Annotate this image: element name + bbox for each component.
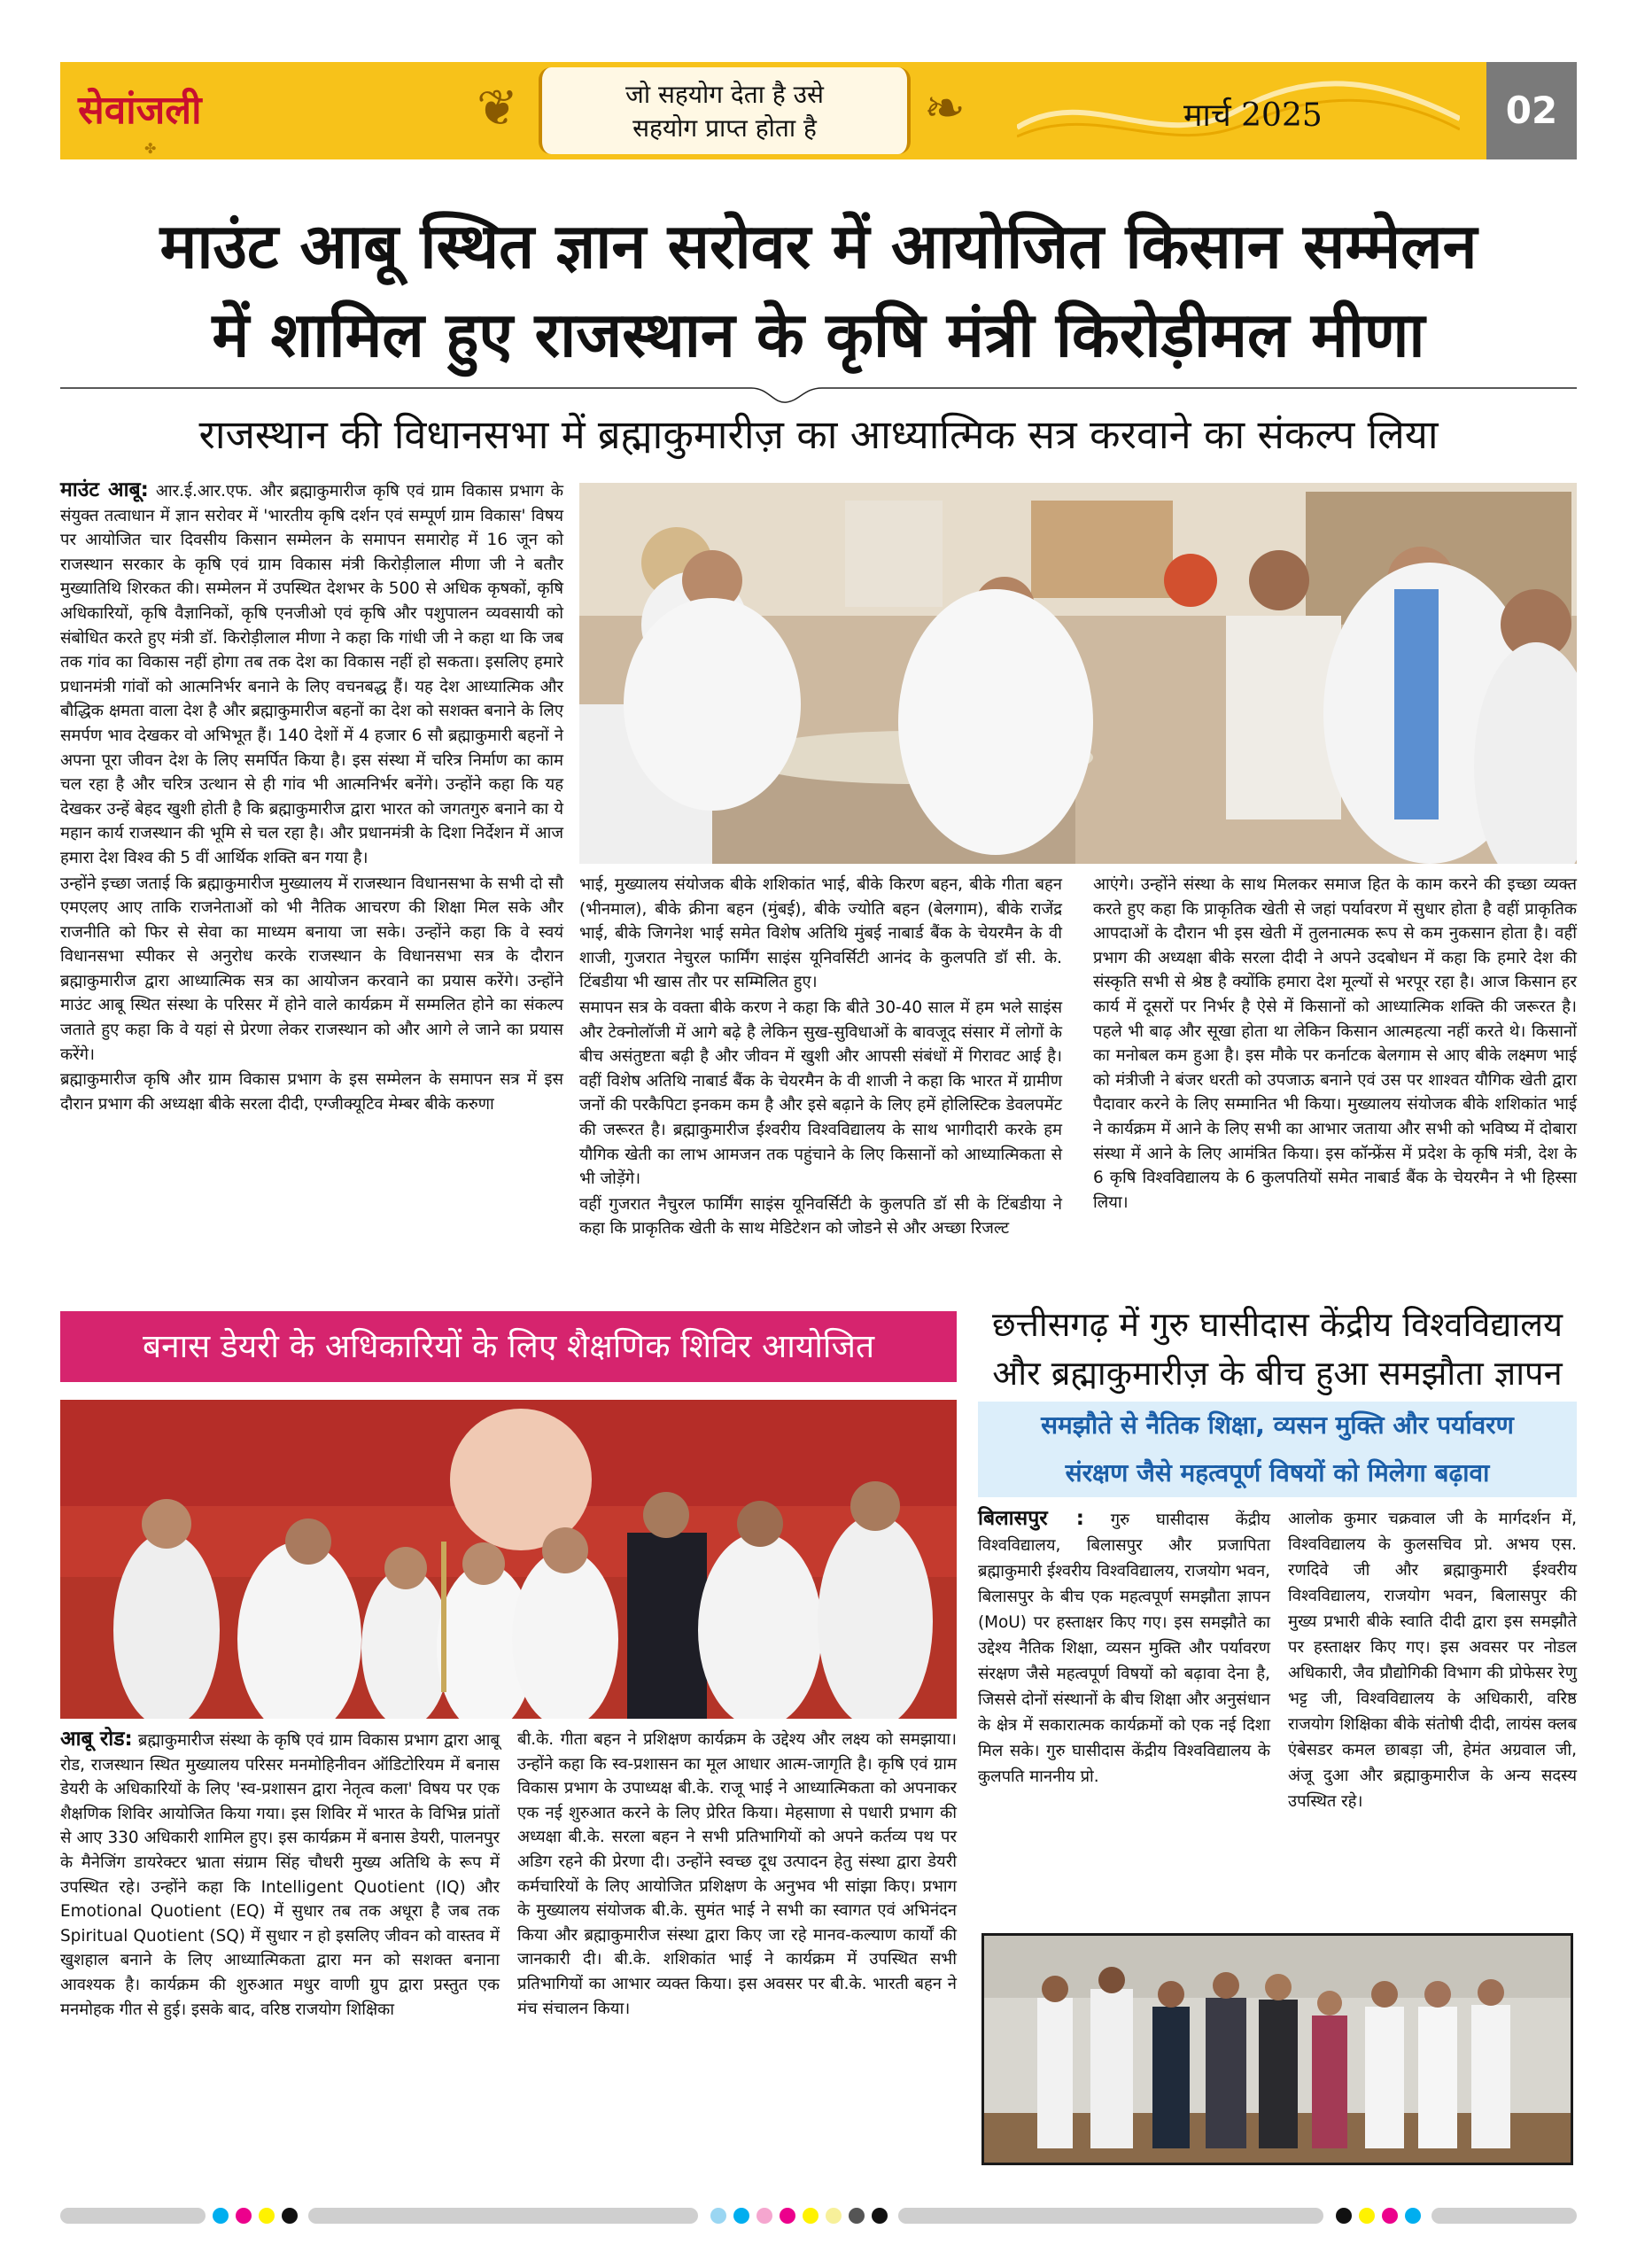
cyan-dot-icon [733,2208,749,2224]
gray-dot-icon [849,2208,865,2224]
swirl-right-icon: ❧ [924,80,966,137]
publication-title: सेवांजली [78,88,202,133]
yellow-registration-dot-icon [1359,2208,1375,2224]
swirl-left-icon: ❦ [477,80,518,137]
paragraph: आएंगे। उन्होंने संस्था के साथ मिलकर समाज हित के काम करने की इच्छा व्यक्त करते हुए कहा कि प्राकृतिक खेती से जहां पर्यावरण में सुधार होता है वहीं प्राकृतिक आपदाओं के दौरान भी इस खेती में तुलनात्मक रूप से कम नुकसान होता है। वहीं प्रभाग की अध्यक्षा बीके सरला दीदी ने अपने उदबोधन में कहा कि हमारे देश की संस्कृति सभी से श्रेष्ठ है क्योंकि हमारा देश मूल्यों से भरपूर रहा है। आज किसान हर कार्य में दूसरों पर निर्भर है ऐसे में किसानों को आध्यात्मिक शक्ति की जरूरत है। पहले भी बाढ़ और सूखा होता था लेकिन किसान आत्महत्या नहीं करते थे। किसानों का मनोबल कम हुआ है। इस मौके पर कर्नाटक बेलगाम से आए बीके लक्ष्मण भाई को मंत्रीजी ने बंजर धरती को उपजाऊ बनाने एवं उस पर शाश्वत यौगिक खेती द्वारा पैदावार करने के लिए सम्मानित भी किया। मुख्यालय संयोजक बीके शशिकांत भाई ने कार्यक्रम में आने के लिए सभी का आभार जताया और सभी को भविष्य में दोबारा संस्था में आने के लिए आमंत्रित किया। इस कॉन्फ्रेंस में प्रदेश के कृषि मंत्री, देश के 6 कृषि विश्वविद्यालय के 6 कुलपतियों समेत नाबार्ड बैंक के चेयरमैन ने भी हिस्सा लिया। [1093,875,1577,1212]
paragraph: भाई, मुख्यालय संयोजक बीके शशिकांत भाई, बीके किरण बहन, बीके गीता बहन (भीनमाल), बीके क्रीना बहन (मुंबई), बीके ज्योति बहन (बेलगाम), बीके राजेंद्र भाई, बीके जिगनेश भाई समेत विशेष अतिथि मुंबई नाबार्ड बैंक के चेयरमैन के वी शाजी, गुजरात नेचुरल फार्मिंग साइंस यूनिवर्सिटी आनंद के कुलपति डॉ सी. के. टिंबडीया भी खास तौर पर सम्मिलित हुए। [579,875,1062,992]
footer-bar [308,2208,698,2224]
main-article-col2 [579,873,1062,1242]
cg-article-headline [978,1301,1577,1398]
black-registration-dot-icon [1336,2208,1352,2224]
yellow-registration-dot-icon [259,2208,275,2224]
dateline: बिलासपुर : [978,1507,1084,1530]
light-magenta-dot-icon [756,2208,772,2224]
banas-article-col2 [517,1728,957,2022]
cg-sub-line1: समझौते से नैतिक शिक्षा, व्यसन मुक्ति और पर्यावरण [1041,1410,1514,1440]
dateline: माउंट आबू: [60,478,149,501]
paragraph: ब्रह्माकुमारीज संस्था के कृषि एवं ग्राम विकास प्रभाग द्वारा आबू रोड, राजस्थान स्थित मुख्यालय परिसर मनमोहिनीवन ऑडिटोरियम में बनास डेयरी के अधिकारियों के लिए 'स्व-प्रशासन द्वारा नेतृत्व कला' विषय पर एक शैक्षणिक शिविर आयोजित किया गया। इस शिविर में भारत के विभिन्न प्रांतों से आए 330 अधिकारी शामिल हुए। इस कार्यक्रम में बनास डेयरी, पालनपुर के मैनेजिंग डायरेक्टर भ्राता संग्राम सिंह चौधरी मुख्य अतिथि के रूप में उपस्थित रहे। उन्होंने कहा कि Intelligent Quotient (IQ) और Emotional Quotient (EQ) में सुधार तब तक अधूरा है जब तक Spiritual Quotient (SQ) में सुधार न हो इसलिए जीवन को वास्तव में खुशहाल बनाने के लिए आध्यात्मिकता द्वारा मन को सशक्त बनाना आवश्यक है। कार्यक्रम की शुरुआत मधुर वाणी ग्रुप द्वारा प्रस्तुत एक मनमोहक गीत से हुई। इसके बाद, वरिष्ठ राजयोग शिक्षिका [60,1731,500,2019]
banas-article-photo [60,1400,957,1719]
banas-article-banner: बनास डेयरी के अधिकारियों के लिए शैक्षणिक शिविर आयोजित [60,1311,957,1382]
cg-article-col1 [978,1506,1270,1790]
footer-bar [898,2208,1323,2224]
tagline-box [539,67,911,154]
masthead-band [60,62,1577,159]
footer-bar [1431,2208,1577,2224]
cg-headline-line2: और ब्रह्माकुमारीज़ के बीच हुआ समझौता ज्ञापन [992,1354,1563,1393]
footer-bar [60,2208,206,2224]
yellow-dot-icon [803,2208,818,2224]
paragraph: वहीं गुजरात नैचुरल फार्मिंग साइंस यूनिवर्सिटी के कुलपति डॉ सी के टिंबडीया ने कहा कि प्राकृतिक खेती के साथ मेडिटेशन को जोडने से और अच्छा रिजल्ट [579,1194,1062,1239]
paragraph: ब्रह्माकुमारीज कृषि और ग्राम विकास प्रभाग के इस सम्मेलन के समापन सत्र में इस दौरान प्रभाग की अध्यक्षा बीके सरला दीदी, एग्जीक्यूटिव मेम्बर बीके करुणा [60,1070,563,1114]
cyan-registration-dot-icon [213,2208,229,2224]
cg-article-col2 [1288,1506,1577,1815]
headline-line1: माउंट आबू स्थित ज्ञान सरोवर में आयोजित किसान सम्मेलन [159,210,1478,283]
paragraph: आर.ई.आर.एफ. और ब्रह्माकुमारीज कृषि एवं ग्राम विकास प्रभाग के संयुक्त तत्वाधान में ज्ञान सरोवर में 'भारतीय कृषि दर्शन एवं सम्पूर्ण ग्राम विकास' विषय पर आयोजित चार दिवसीय किसान सम्मेलन के समापन समारोह में 16 जून को राजस्थान सरकार के कृषि एवं ग्राम विकास मंत्री किरोड़ीलाल मीणा जी ने बतौर मुख्यातिथि शिरकत की। सम्मेलन में उपस्थित देशभर के 500 से अधिक कृषकों, कृषि अधिकारियों, कृषि वैज्ञानिकों, कृषि एनजीओ एवं कृषि और पशुपालन व्यवसायी को संबोधित करते हुए मंत्री डॉ. किरोड़ीलाल मीणा ने कहा कि गांधी जी ने कहा था कि जब तक गांव का विकास नहीं होगा तब तक देश का विकास नहीं हो सकता। इसलिए हमारे प्रधानमंत्री गांवों को आत्मनिर्भर बनाने के लिए वचनबद्ध हैं। यह देश आध्यात्मिक और बौद्धिक क्षमता वाला देश है और ब्रह्माकुमारीज बहनों का देश को सशक्त बनाने के लिए समर्पण भाव देखकर वो अभिभूत हैं। 140 देशों में 4 हजार 6 सौ ब्रह्माकुमारी बहनों ने अपना पूरा जीवन देश के लिए समर्पित किया है। इस संस्था में चरित्र निर्माण का काम चल रहा है और चरित्र उत्थान से ही गांव भी आत्मनिर्भर बनेंगे। उन्होंने कहा कि यह देखकर उन्हें बेहद खुशी होती है कि ब्रह्माकुमारीज द्वारा भारत को जगतगुरु बनाने का ये महान कार्य राजस्थान की भूमि से चल रहा है। और प्रधानमंत्री के दिशा निर्देशन में आज हमारा देश विश्व की 5 वीं आर्थिक शक्ति बन गया है। [60,482,563,867]
light-cyan-dot-icon [710,2208,726,2224]
ornament-icon: ✤ [144,140,157,157]
page-number-badge: 02 [1486,62,1577,159]
main-article-col3 [1093,873,1577,1216]
black-dot-icon [872,2208,888,2224]
light-yellow-dot-icon [826,2208,842,2224]
main-article-col1 [60,478,563,1117]
magenta-registration-dot-icon [236,2208,252,2224]
black-registration-dot-icon [282,2208,298,2224]
banas-article-col1 [60,1728,500,2023]
headline-line2: में शामिल हुए राजस्थान के कृषि मंत्री किरोड़ीमल मीणा [212,299,1425,371]
tagline-line1: जो सहयोग देता है उसे [625,80,824,109]
issue-date: मार्च 2025 [1183,97,1323,134]
dateline: आबू रोड: [60,1728,133,1751]
headline-divider [60,379,1577,406]
magenta-registration-dot-icon [1382,2208,1398,2224]
tagline-line2: सहयोग प्राप्त होता है [632,113,817,143]
paragraph: गुरु घासीदास केंद्रीय विश्वविद्यालय, बिलासपुर और प्रजापिता ब्रह्माकुमारी ईश्वरीय विश्वविद्यालय, राजयोग भवन, बिलासपुर के बीच एक महत्वपूर्ण समझौता ज्ञापन (MoU) पर हस्ताक्षर किए गए। इस समझौते का उद्देश्य नैतिक शिक्षा, व्यसन मुक्ति और पर्यावरण संरक्षण जैसे महत्वपूर्ण विषयों को बढ़ावा देना है, जिससे दोनों संस्थानों के बीच शिक्षा और अनुसंधान के क्षेत्र में सकारात्मक कार्यक्रमों को एक नई दिशा मिल सके। गुरु घासीदास केंद्रीय विश्वविद्यालय के कुलपति माननीय प्रो. [978,1511,1270,1786]
paragraph: बी.के. गीता बहन ने प्रशिक्षण कार्यक्रम के उद्देश्य और लक्ष्य को समझाया। उन्होंने कहा कि स्व-प्रशासन का मूल आधार आत्म-जागृति है। कृषि एवं ग्राम विकास प्रभाग के उपाध्यक्ष बी.के. राजू भाई ने आध्यात्मिकता को अपनाकर एक नई शुरुआत करने के लिए प्रेरित किया। मेहसाणा से पधारी प्रभाग की अध्यक्षा बी.के. सरला बहन ने सभी प्रतिभागियों को अपने कर्तव्य पथ पर अडिग रहने की प्रेरणा दी। उन्होंने स्वच्छ दूध उत्पादन हेतु संस्था द्वारा डेयरी कर्मचारियों के लिए आयोजित प्रशिक्षण के अनुभव भी सांझा किए। प्रभाग के मुख्यालय संयोजक बी.के. सुमंत भाई ने सभी का स्वागत एवं अभिनंदन किया और ब्रह्माकुमारीज संस्था द्वारा किए जा रहे मानव-कल्याण कार्यों की जानकारी दी। बी.के. शशिकांत भाई ने कार्यक्रम में उपस्थित सभी प्रतिभागियों का आभार व्यक्त किया। इस अवसर पर बी.के. भारती बहन ने मंच संचालन किया। [517,1730,957,2018]
cg-article-subheadline [978,1402,1577,1497]
sub-headline: राजस्थान की विधानसभा में ब्रह्माकुमारीज़ का आध्यात्मिक सत्र करवाने का संकल्प लिया [198,411,1439,458]
paragraph: समापन सत्र के वक्ता बीके करण ने कहा कि बीते 30-40 साल में हम भले साइंस और टेक्नोलॉजी में आगे बढ़े है लेकिन सुख-सुविधाओं के बावजूद संसार में लोगों के बीच असंतुष्टता बढ़ी है और जीवन में खुशी और आपसी संबंधों में गिरावट आई है। वहीं विशेष अतिथि नाबार्ड बैंक के चेयरमैन के वी शाजी ने कहा कि भारत में ग्रामीण जनों की परकैपिटा इनकम कम है और इसे बढ़ाने के लिए हमें होलिस्टिक डेवलपमेंट की जरूरत है। ब्रह्माकुमारीज ईश्वरीय विश्वविद्यालय के साथ भागीदारी करके हम यौगिक खेती का लाभ आमजन तक पहुंचाने के लिए किसानों को आध्यात्मिकता से भी जोड़ेंगे। [579,998,1062,1189]
cyan-registration-dot-icon [1405,2208,1421,2224]
cg-sub-line2: संरक्षण जैसे महत्वपूर्ण विषयों को मिलेगा बढ़ावा [1065,1458,1490,1487]
paragraph: उन्होंने इच्छा जताई कि ब्रह्माकुमारीज मुख्यालय में राजस्थान विधानसभा के सभी दो सौ एमएलए आए ताकि राजनेताओं को भी नैतिक आचरण की शिक्षा मिल सके और राजनीति को फिर से सेवा का माध्यम बनाया जा सके। उन्होंने कहा कि वे स्वयं विधानसभा स्पीकर से अनुरोध करके राजस्थान के विधानसभा सत्र के दौरान ब्रह्माकुमारीज द्वारा आध्यात्मिक सत्र का आयोजन करवाने का प्रयास करेंगे। उन्होंने माउंट आबू स्थित संस्था के परिसर में होने वाले कार्यक्रम में सम्मलित होने का संकल्प जताते हुए कहा कि वे यहां से प्रेरणा लेकर राजस्थान को और आगे ले जाने का प्रयास करेंगे। [60,874,563,1064]
main-headline [60,202,1577,379]
main-article-photo [579,483,1577,864]
magenta-dot-icon [780,2208,795,2224]
paragraph: आलोक कुमार चक्रवाल जी के मार्गदर्शन में, विश्वविद्यालय के कुलसचिव प्रो. अभय एस. रणदिवे जी और ब्रह्माकुमारी ईश्वरीय विश्वविद्यालय, राजयोग भवन, बिलासपुर की मुख्य प्रभारी बीके स्वाति दीदी द्वारा इस समझौते पर हस्ताक्षर किए गए। इस अवसर पर नोडल अधिकारी, जैव प्रौद्योगिकी विभाग की प्रोफेसर रेणु भट्ट जी, विश्वविद्यालय के अधिकारी, वरिष्ठ राजयोग शिक्षिका बीके संतोषी दीदी, लायंस क्लब एंबेसडर कमल छाबड़ा जी, हेमंत अग्रवाल जी, अंजू दुआ और ब्रह्माकुमारीज के अन्य सदस्य उपस्थित रहे। [1288,1510,1577,1811]
cg-article-photo [981,1933,1573,2165]
cg-headline-line1: छत्तीसगढ़ में गुरु घासीदास केंद्रीय विश्वविद्यालय [991,1305,1563,1344]
